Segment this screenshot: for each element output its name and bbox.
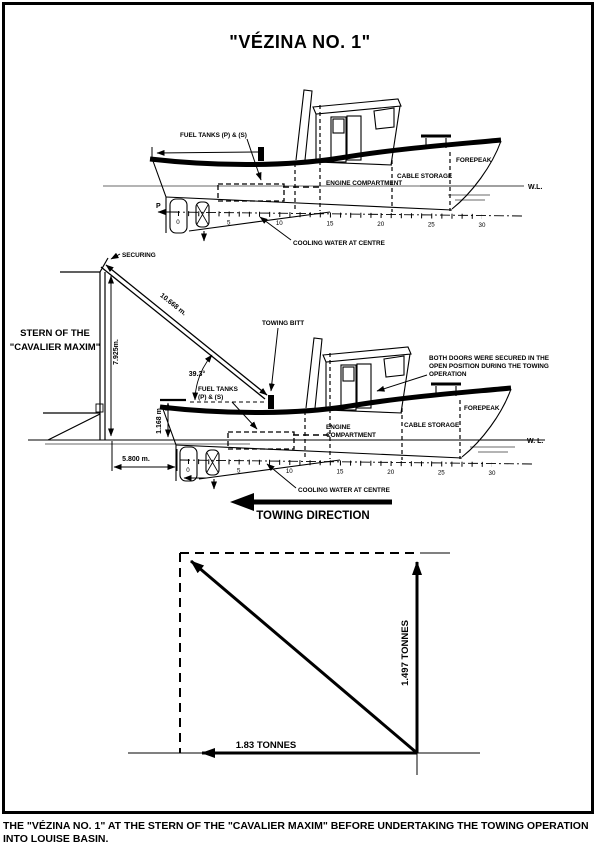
figure-caption: THE "VÉZINA NO. 1" AT THE STERN OF THE "CAVALIER MAXIM" BEFORE UNDERTAKING THE TOWING OPERATION INTO LOUISE BASIN.: [3, 820, 589, 845]
towing-direction: [230, 493, 392, 522]
engine-line2-label: COMPARTMENT: [326, 432, 376, 439]
top-towline: [152, 147, 258, 159]
height-dimension-label: 7.925m.: [113, 339, 120, 365]
fuel-tanks-line1-label: FUEL TANKS: [198, 386, 238, 393]
resultant-force-arrow: [191, 561, 417, 753]
top-labels: [156, 132, 542, 247]
waterline-label-2: W. L.: [527, 438, 544, 445]
top-profile-view: [103, 90, 542, 247]
fuel-tanks-line2-label: (P) & (S): [198, 394, 224, 401]
towing-direction-arrowhead: [230, 493, 254, 511]
towing-bitt-label: TOWING BITT: [262, 320, 305, 327]
cable-storage-label: CABLE STORAGE: [397, 173, 453, 180]
stern-of-the-label: STERN OF THE: [20, 328, 90, 339]
mid-leaders: [111, 254, 427, 488]
force-vectors: [191, 561, 417, 753]
forepeak-label-2: FOREPEAK: [464, 405, 500, 412]
cable-storage-label-2: CABLE STORAGE: [404, 422, 460, 429]
fuel-tanks-label: FUEL TANKS (P) & (S): [180, 132, 247, 139]
forepeak-label: FOREPEAK: [456, 157, 492, 164]
towline: [101, 265, 267, 399]
engine-compartment-label: ENGINE COMPARTMENT: [326, 180, 403, 187]
page-title: "VÉZINA NO. 1": [229, 32, 371, 52]
doors-line3-label: OPERATION: [429, 371, 467, 378]
vertical-force-label: 1.497 TONNES: [400, 620, 411, 686]
mid-labels: [10, 252, 550, 494]
towing-arrangement-view: [10, 252, 550, 522]
force-construction-lines: [128, 553, 480, 775]
doors-line1-label: BOTH DOORS WERE SECURED IN THE: [429, 355, 550, 362]
angle-label: 39.3°: [188, 371, 206, 378]
force-diagram: [128, 553, 480, 775]
cooling-water-label: COOLING WATER AT CENTRE: [293, 240, 385, 247]
port-marker-label: P: [156, 203, 161, 210]
towline-length-label: 10.668 m.: [158, 292, 188, 318]
towing-direction-label: TOWING DIRECTION: [256, 510, 370, 522]
doors-line2-label: OPEN POSITION DURING THE TOWING: [429, 363, 549, 370]
securing-label: SECURING: [122, 252, 156, 259]
cooling-water-label-2: COOLING WATER AT CENTRE: [298, 487, 390, 494]
cavalier-maxim-label: "CAVALIER MAXIM": [9, 342, 101, 353]
freeboard-label: 1.168 m.: [156, 406, 163, 434]
horizontal-distance-label: 5.800 m.: [122, 456, 150, 463]
horizontal-force-label: 1.83 TONNES: [235, 740, 297, 751]
waterline-label: W.L.: [528, 184, 543, 191]
engine-line1-label: ENGINE: [326, 424, 351, 431]
